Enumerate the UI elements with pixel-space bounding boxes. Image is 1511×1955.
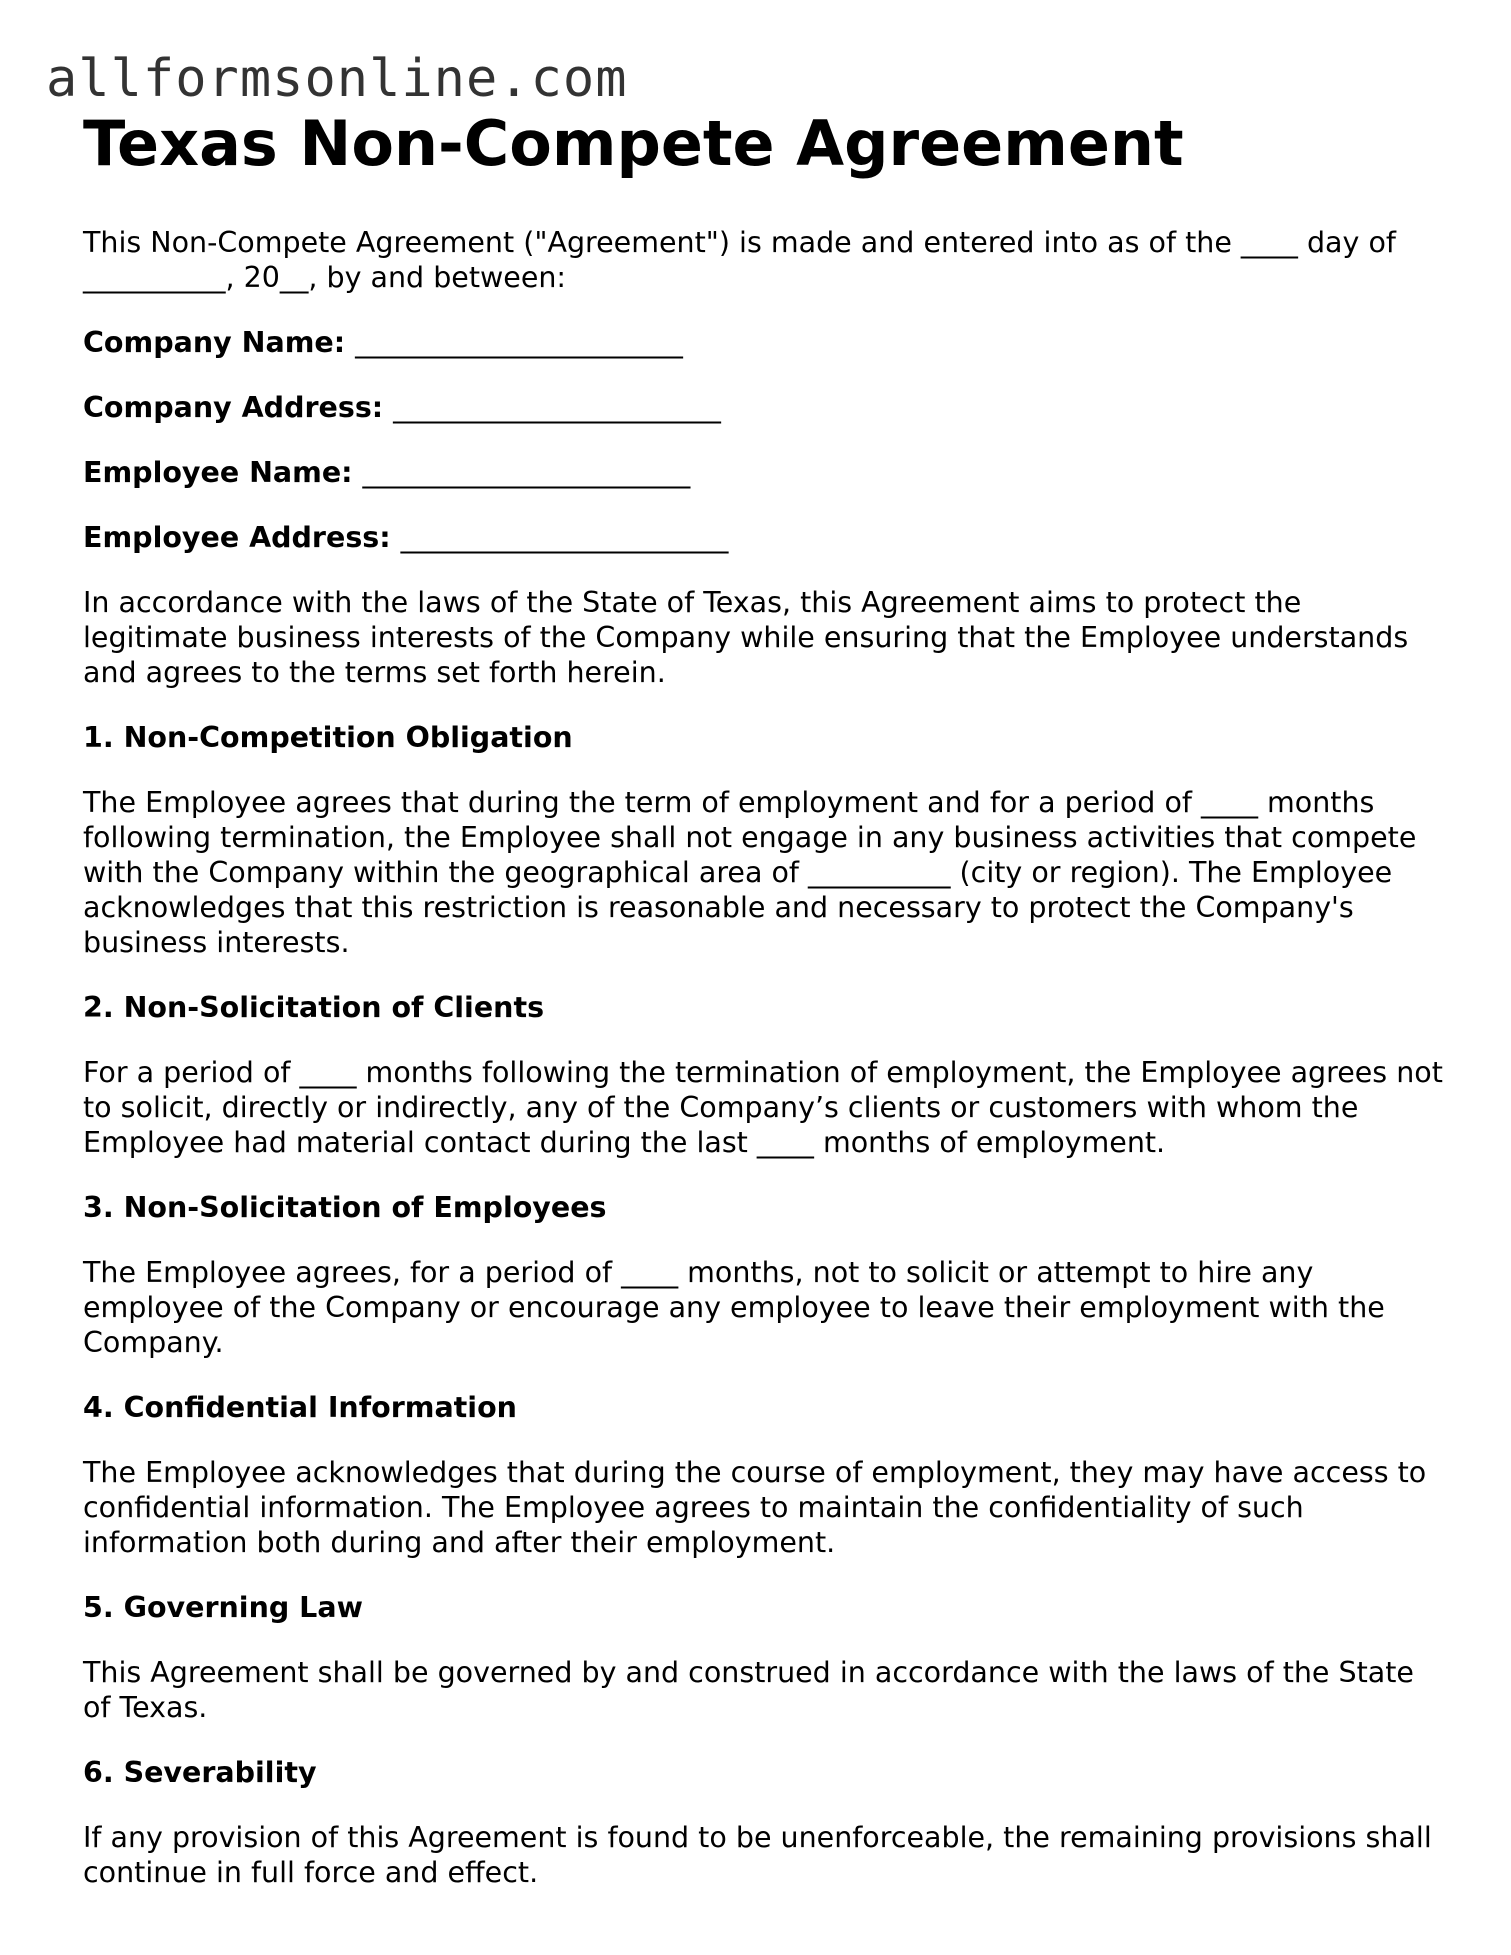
preamble-paragraph: In accordance with the laws of the State of Texas, this Agreement aims to protect the legitimate business interests of the Company while ensuring that the Employee understands and agrees to the terms set forth herein. [83, 586, 1409, 689]
section-heading-confidential-information: 4. Confidential Information [83, 1391, 517, 1424]
document-page [83, 100, 1443, 1890]
field-blank: _______________________ [355, 326, 683, 359]
section-body-non-competition: The Employee agrees that during the term of employment and for a period of ____ months following termination, the Employee shall not engage in any business activities that compete with the Company within the geographical area of __________ (city or region). The Employee acknowledges that this restriction is reasonable and necessary to protect the Company's business interests. [83, 786, 1417, 959]
section-heading-severability: 6. Severability [83, 1756, 317, 1789]
employee-address-field [83, 520, 1443, 555]
field-label: Employee Name: [83, 456, 353, 489]
field-label: Company Address: [83, 391, 384, 424]
field-blank: _______________________ [362, 456, 691, 489]
section-heading-non-solicitation-clients: 2. Non-Solicitation of Clients [83, 991, 545, 1024]
site-watermark: allformsonline.com [46, 49, 628, 109]
intro-paragraph: This Non-Compete Agreement ("Agreement") is made and entered into as of the ____ day of __________, 20__, by and between: [83, 226, 1396, 294]
field-blank: _______________________ [400, 521, 729, 554]
field-blank: _______________________ [393, 391, 721, 424]
section-heading-non-competition: 1. Non-Competition Obligation [83, 721, 573, 754]
section-body-non-solicitation-employees: The Employee agrees, for a period of ____ months, not to solicit or attempt to hire any employee of the Company or encourage any employee to leave their employment with the Company. [83, 1256, 1385, 1359]
employee-name-field [83, 455, 1443, 490]
section-body-confidential-information: The Employee acknowledges that during the course of employment, they may have access to confidential information. The Employee agrees to maintain the confidentiality of such information both during and after their employment. [83, 1456, 1427, 1559]
section-body-non-solicitation-clients: For a period of ____ months following the termination of employment, the Employee agrees not to solicit, directly or indirectly, any of the Company’s clients or customers with whom the Employee had material contact during the last ____ months of employment. [83, 1056, 1443, 1159]
section-heading-governing-law: 5. Governing Law [83, 1591, 363, 1624]
field-label: Employee Address: [83, 521, 391, 554]
section-heading-non-solicitation-employees: 3. Non-Solicitation of Employees [83, 1191, 607, 1224]
field-label: Company Name: [83, 326, 346, 359]
section-body-governing-law: This Agreement shall be governed by and construed in accordance with the laws of the State of Texas. [83, 1656, 1414, 1724]
company-name-field [83, 325, 1443, 360]
document-title: Texas Non-Compete Agreement [83, 107, 1184, 180]
section-body-severability: If any provision of this Agreement is found to be unenforceable, the remaining provisions shall continue in full force and effect. [83, 1821, 1432, 1889]
company-address-field [83, 390, 1443, 425]
